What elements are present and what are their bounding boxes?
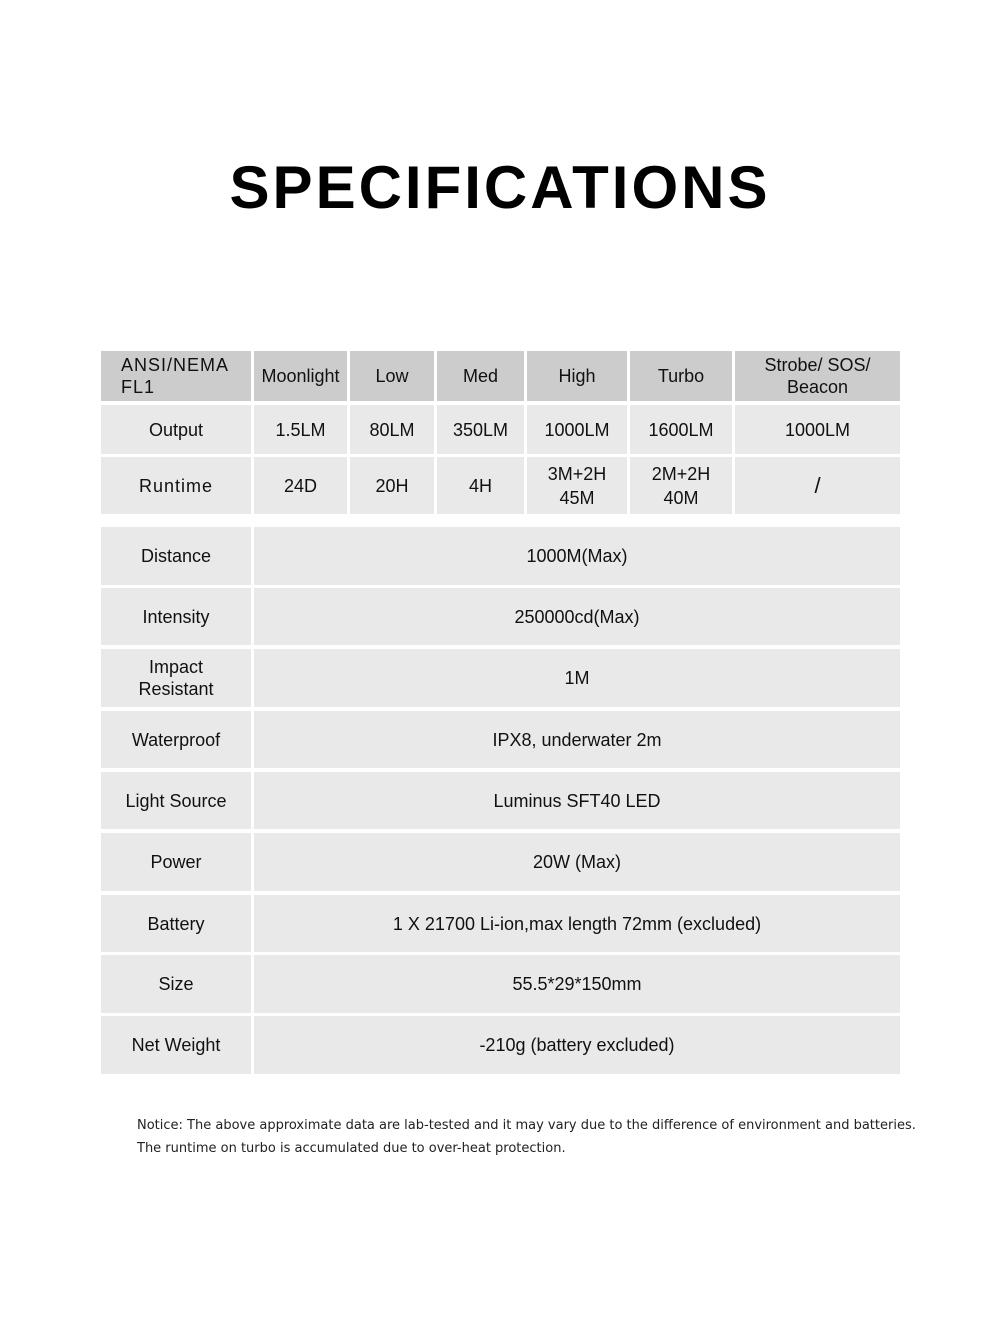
- notice-line: Notice: The above approximate data are lab-tested and it may vary due to the difference of environment and batteries.: [137, 1118, 916, 1133]
- header-cell-strobe: Strobe/ SOS/ Beacon: [735, 351, 900, 401]
- row-label-output: Output: [101, 405, 251, 454]
- spec-label-net-weight: Net Weight: [101, 1016, 251, 1074]
- spec-value-power: 20W (Max): [254, 833, 900, 891]
- header-cell-high: High: [527, 351, 627, 401]
- output-low: 80LM: [350, 405, 434, 454]
- spec-value-size: 55.5*29*150mm: [254, 955, 900, 1013]
- page-title: SPECIFICATIONS: [229, 154, 771, 221]
- spec-label-battery: Battery: [101, 895, 251, 952]
- runtime-med: 4H: [437, 457, 524, 514]
- spec-value-battery: 1 X 21700 Li-ion,max length 72mm (excluded): [254, 895, 900, 952]
- header-cell-med: Med: [437, 351, 524, 401]
- spec-label-impact: Impact Resistant: [101, 649, 251, 707]
- header-cell-turbo: Turbo: [630, 351, 732, 401]
- spec-value-light-source: Luminus SFT40 LED: [254, 772, 900, 829]
- runtime-strobe: /: [735, 457, 900, 514]
- output-high: 1000LM: [527, 405, 627, 454]
- runtime-low: 20H: [350, 457, 434, 514]
- row-label-runtime: Runtime: [101, 457, 251, 514]
- runtime-moonlight: 24D: [254, 457, 347, 514]
- spec-label-distance: Distance: [101, 527, 251, 585]
- spec-label-size: Size: [101, 955, 251, 1013]
- spec-value-impact: 1M: [254, 649, 900, 707]
- notice-line: The runtime on turbo is accumulated due to over-heat protection.: [137, 1141, 566, 1156]
- output-moonlight: 1.5LM: [254, 405, 347, 454]
- output-strobe: 1000LM: [735, 405, 900, 454]
- header-cell-moonlight: Moonlight: [254, 351, 347, 401]
- spec-value-waterproof: IPX8, underwater 2m: [254, 711, 900, 768]
- spec-label-intensity: Intensity: [101, 588, 251, 645]
- spec-label-power: Power: [101, 833, 251, 891]
- output-med: 350LM: [437, 405, 524, 454]
- header-cell-standard: ANSI/NEMA FL1: [101, 351, 251, 401]
- spec-label-light-source: Light Source: [101, 772, 251, 829]
- runtime-turbo: 2M+2H 40M: [630, 457, 732, 514]
- spec-value-intensity: 250000cd(Max): [254, 588, 900, 645]
- runtime-high: 3M+2H 45M: [527, 457, 627, 514]
- spec-value-net-weight: -210g (battery excluded): [254, 1016, 900, 1074]
- spec-label-waterproof: Waterproof: [101, 711, 251, 768]
- notice-text: [137, 1114, 937, 1160]
- header-cell-low: Low: [350, 351, 434, 401]
- output-turbo: 1600LM: [630, 405, 732, 454]
- spec-value-distance: 1000M(Max): [254, 527, 900, 585]
